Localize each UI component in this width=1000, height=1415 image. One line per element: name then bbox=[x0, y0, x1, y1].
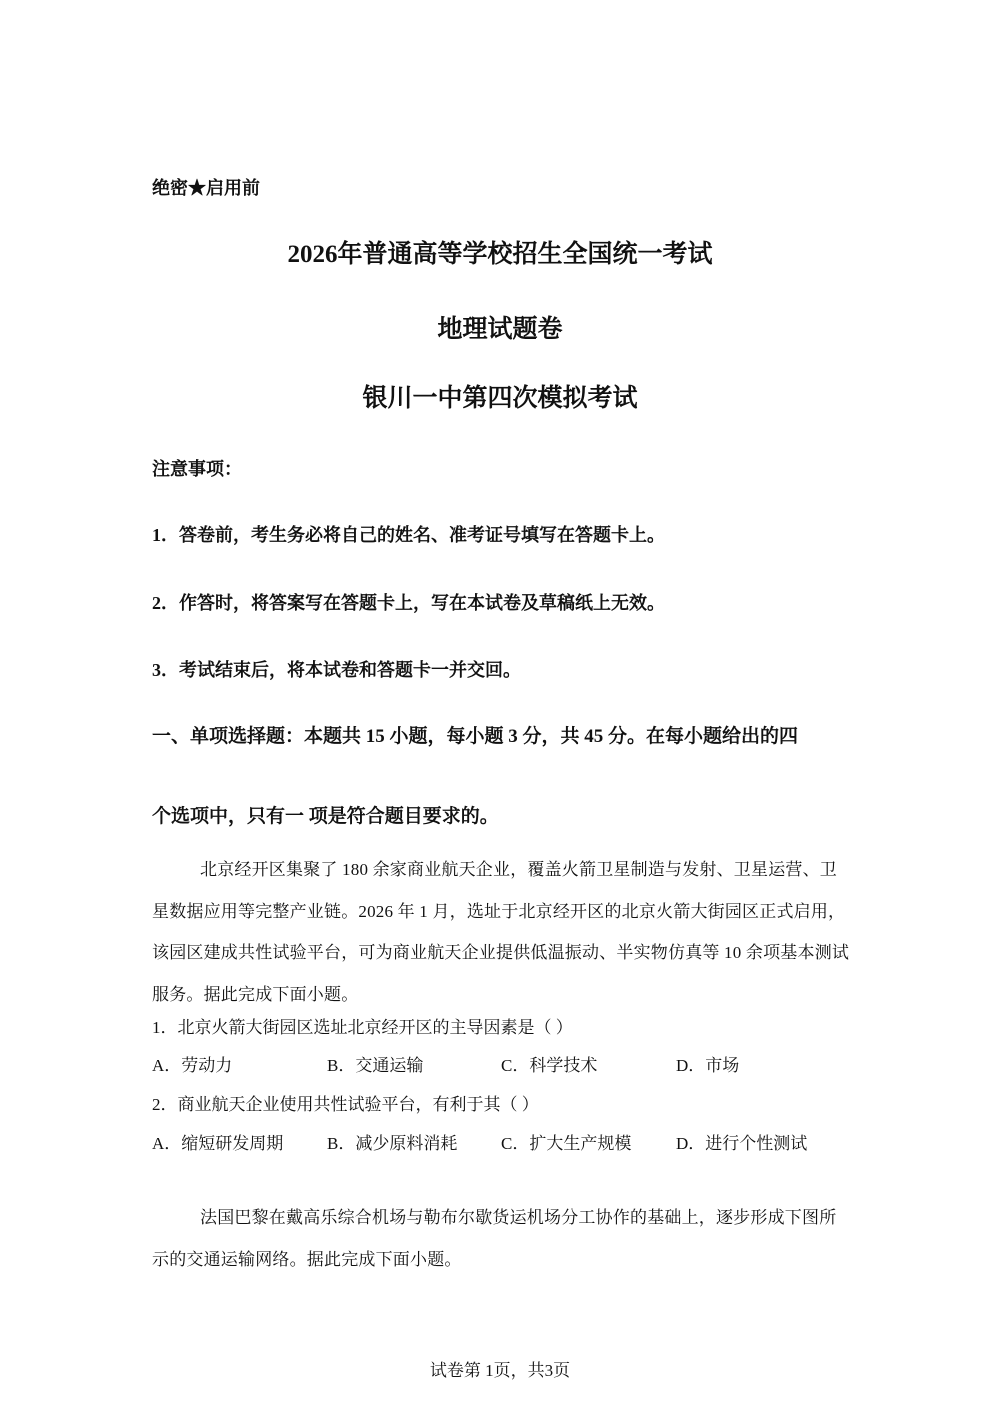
option-b: B．减少原料消耗 bbox=[327, 1134, 458, 1153]
option-a: A．劳动力 bbox=[152, 1056, 233, 1075]
note-item: 1．答卷前，考生务必将自己的姓名、准考证号填写在答题卡上。 bbox=[152, 525, 665, 545]
section-heading: 一、单项选择题：本题共 15 小题，每小题 3 分，共 45 分。在每小题给出的四 bbox=[152, 726, 799, 747]
secret-mark: 绝密★启用前 bbox=[152, 178, 260, 198]
option-d: D．进行个性测试 bbox=[676, 1134, 808, 1153]
exam-school: 银川一中第四次模拟考试 bbox=[362, 385, 638, 412]
option-a: A．缩短研发周期 bbox=[152, 1134, 284, 1153]
passage-text: 法国巴黎在戴高乐综合机场与勒布尔歇货运机场分工协作的基础上，逐步形成下图所示的交通运输网络。据此完成下面小题。 bbox=[152, 1208, 837, 1269]
option-c: C．扩大生产规模 bbox=[501, 1134, 632, 1153]
question-stem: 2．商业航天企业使用共性试验平台，有利于其（ ） bbox=[152, 1095, 539, 1114]
question-stem: 1．北京火箭大街园区选址北京经开区的主导因素是（ ） bbox=[152, 1018, 573, 1037]
exam-title: 2026年普通高等学校招生全国统一考试 bbox=[287, 241, 713, 268]
notes-heading: 注意事项： bbox=[152, 459, 242, 479]
exam-subject: 地理试题卷 bbox=[437, 316, 563, 343]
note-item: 3．考试结束后，将本试卷和答题卡一并交回。 bbox=[152, 660, 521, 680]
option-b: B．交通运输 bbox=[327, 1056, 424, 1075]
option-c: C．科学技术 bbox=[501, 1056, 598, 1075]
section-heading-continued: 个选项中，只有一 项是符合题目要求的。 bbox=[152, 806, 499, 827]
note-item: 2．作答时，将答案写在答题卡上，写在本试卷及草稿纸上无效。 bbox=[152, 593, 665, 613]
passage-text: 北京经开区集聚了 180 余家商业航天企业，覆盖火箭卫星制造与发射、卫星运营、卫星数据应用等完整产业链。2026 年 1 月，选址于北京经开区的北京火箭大街园区正式启用，该园区建成共性试验平台，可为商业航天企业提供低温振动、半实物仿真等 10 余项基本测试服务。据此完成下面小题。 bbox=[152, 860, 850, 1004]
page-footer: 试卷第 1页，共3页 bbox=[429, 1361, 571, 1380]
option-d: D．市场 bbox=[676, 1056, 740, 1075]
